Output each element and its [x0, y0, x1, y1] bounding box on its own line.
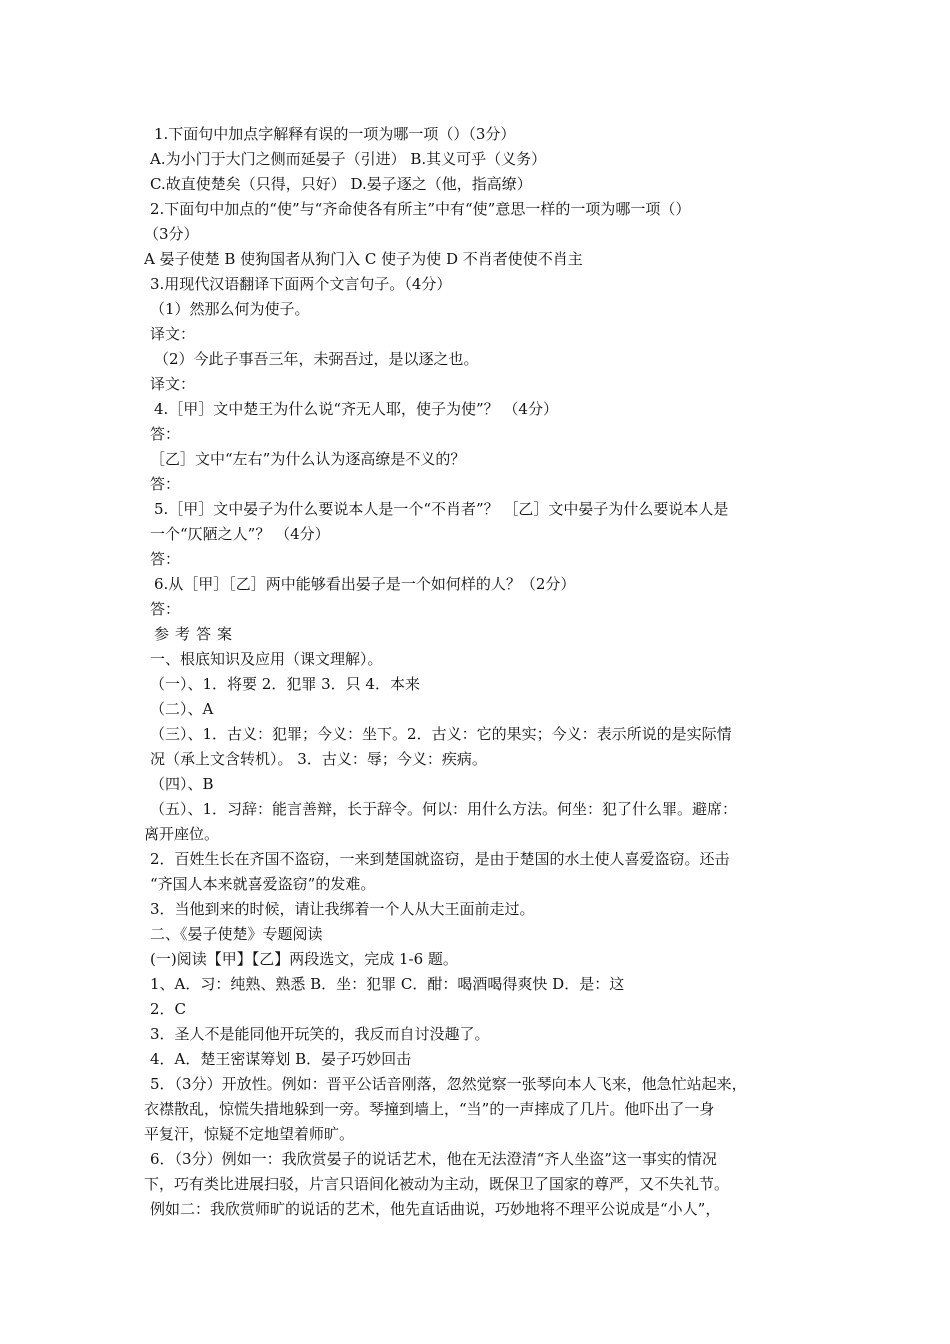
text-line: 译文：: [150, 375, 196, 393]
text-line: 答：: [150, 600, 181, 618]
text-line: 一、根底知识及应用（课文理解）。: [150, 650, 383, 668]
text-line: 5.［甲］文中晏子为什么要说本人是一个“不肖者”？ ［乙］文中晏子为什么要说本人是: [154, 500, 729, 518]
text-line: 下，巧有类比进展扫驳，片言只语间化被动为主动，既保卫了国家的尊严，又不失礼节。: [144, 1175, 730, 1193]
text-line: 衣襟散乱，惊慌失措地躲到一旁。琴撞到墙上，“当”的一声摔成了几片。他吓出了一身: [144, 1100, 715, 1118]
text-line: 3.用现代汉语翻译下面两个文言句子。（4分）: [150, 275, 452, 293]
text-line: 2.下面句中加点的“使”与“齐命使各有所主”中有“使”意思一样的一项为哪一项（）: [150, 200, 691, 218]
text-line: （三）、1．古义：犯罪；今义：坐下。2．古义：它的果实；今义：表示所说的是实际情: [150, 725, 732, 743]
text-line: （2）今此子事吾三年，未弼吾过，是以逐之也。: [154, 350, 479, 368]
text-line: A 晏子使楚 B 使狗国者从狗门入 C 使子为使 D 不肖者使使不肖主: [144, 250, 583, 268]
text-line: （四）、B: [150, 775, 214, 793]
text-line: （一）、1．将要 2．犯罪 3．只 4．本来: [150, 675, 420, 693]
text-line: “齐国人本来就喜爱盗窃”的发难。: [150, 875, 376, 893]
text-line: （二）、A: [150, 700, 214, 718]
text-line: 4．A．楚王密谋筹划 B．晏子巧妙回击: [150, 1050, 412, 1068]
text-line: 6．（3分）例如一：我欣赏晏子的说话艺术，他在无法澄清“齐人坐盗”这一事实的情况: [150, 1150, 717, 1168]
text-line: 6.从［甲］［乙］两中能够看出晏子是一个如何样的人？（2分）: [154, 575, 576, 593]
text-line: A.为小门于大门之侧而延晏子（引进） B.其义可乎（义务）: [150, 150, 547, 168]
text-line: 况（承上文含转机）。 3．古义：辱；今义：疾病。: [150, 750, 487, 768]
text-line: (一)阅读【甲】【乙】两段选文，完成 1-6 题。: [150, 950, 458, 968]
text-line: 2．C: [150, 1000, 187, 1018]
text-line: 3．当他到来的时候，请让我绑着一个人从大王面前走过。: [150, 900, 535, 918]
text-line: 二、《晏子使楚》专题阅读: [150, 925, 323, 943]
text-line: 译文：: [150, 325, 196, 343]
text-line: 4.［甲］文中楚王为什么说“齐无人耶，使子为使”？ （4分）: [154, 400, 558, 418]
text-line: 1.下面句中加点字解释有误的一项为哪一项（）（3分）: [154, 125, 516, 143]
text-line: 1、A．习：纯熟、熟悉 B．坐：犯罪 C．酣：喝酒喝得爽快 D．是：这: [150, 975, 625, 993]
text-line: 参考答案: [154, 625, 239, 643]
text-line: （五）、1．习辞：能言善辩，长于辞令。何以：用什么方法。何坐：犯了什么罪。避席：: [150, 800, 738, 818]
text-line: 例如二：我欣赏师旷的说话的艺术，他先直话曲说，巧妙地将不理平公说成是“小人”，: [150, 1200, 721, 1218]
text-line: 一个“仄陋之人”？ （4分）: [150, 525, 330, 543]
text-line: ［乙］文中“左右”为什么认为逐高缭是不义的？: [150, 450, 466, 468]
text-line: 2．百姓生长在齐国不盗窃，一来到楚国就盗窃，是由于楚国的水土使人喜爱盗窃。还击: [150, 850, 730, 868]
text-line: 3．圣人不是能同他开玩笑的，我反而自讨没趣了。: [150, 1025, 490, 1043]
text-line: 离开座位。: [144, 825, 220, 843]
document-body: [144, 122, 814, 1222]
text-line: 平复汗，惊疑不定地望着师旷。: [144, 1125, 355, 1143]
text-line: C.故直使楚矣（只得，只好） D.晏子逐之（他，指高缭）: [150, 175, 532, 193]
text-line: 5．（3分）开放性。例如：晋平公话音刚落，忽然觉察一张琴向本人飞来，他急忙站起来，: [150, 1075, 747, 1093]
text-line: 答：: [150, 475, 181, 493]
text-line: 答：: [150, 425, 181, 443]
text-line: 答：: [150, 550, 181, 568]
text-line: （1）然那么何为使子。: [150, 300, 310, 318]
text-line: （3分）: [144, 225, 199, 243]
